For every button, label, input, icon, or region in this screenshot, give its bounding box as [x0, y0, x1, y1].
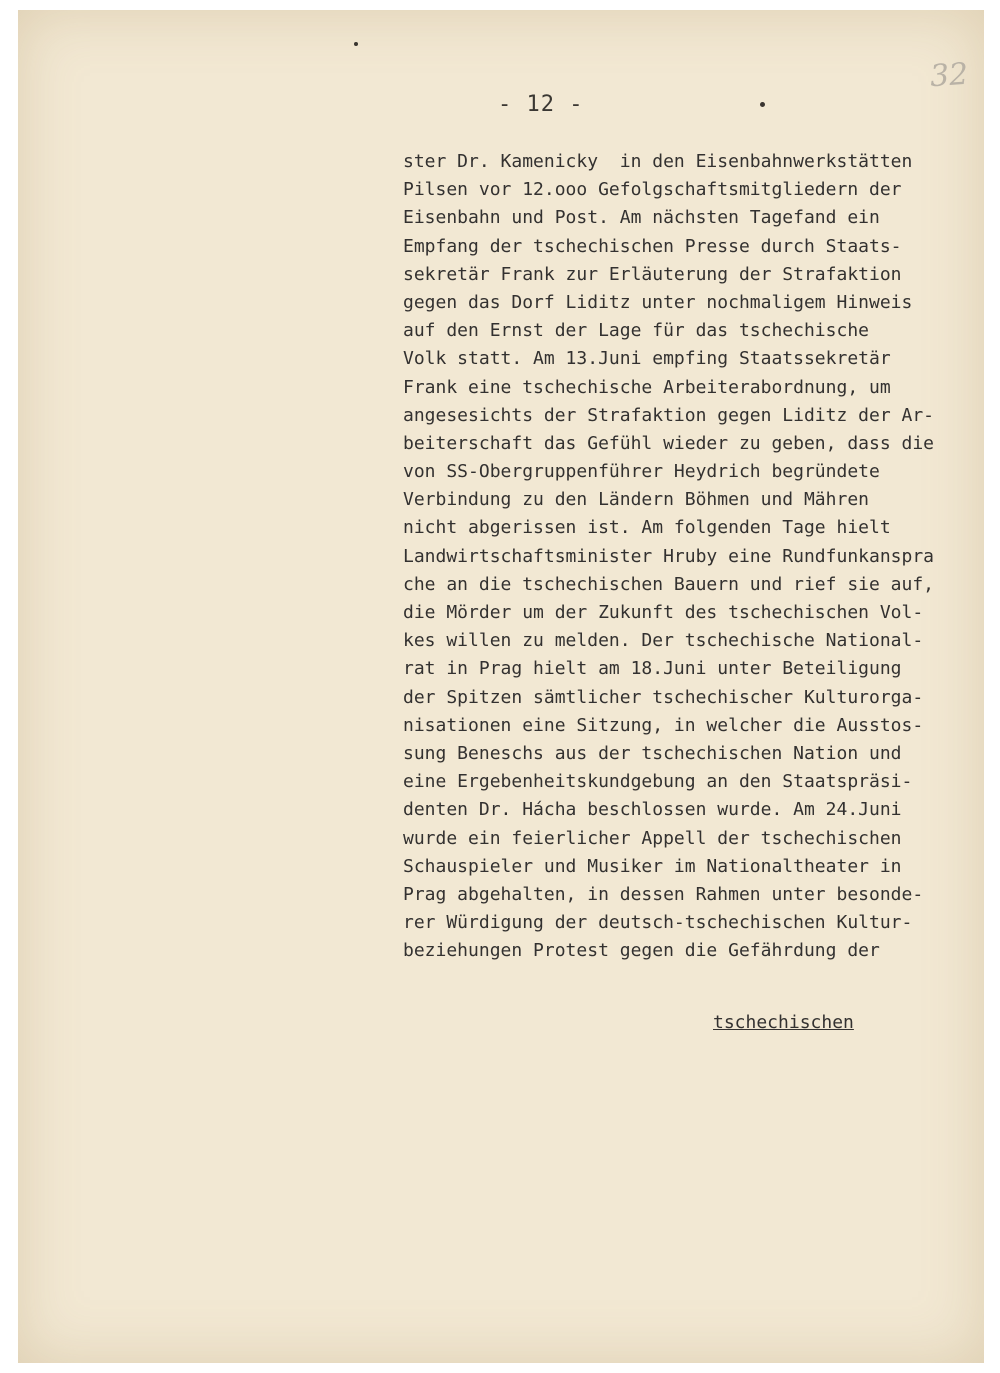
text-line: Landwirtschaftsminister Hruby eine Rundfunkanspra [403, 545, 935, 567]
text-line: angesesichts der Strafaktion gegen Liditz der Ar- [403, 404, 935, 426]
text-line: Volk statt. Am 13.Juni empfing Staatssekretär [403, 348, 891, 370]
text-line: Empfang der tschechischen Presse durch Staats- [403, 235, 902, 257]
document-page [18, 10, 984, 1363]
text-line: auf den Ernst der Lage für das tschechische [403, 320, 869, 342]
text-line: Verbindung zu den Ländern Böhmen und Mähren [403, 489, 869, 511]
text-line: denten Dr. Hácha beschlossen wurde. Am 24.Juni [403, 799, 902, 821]
text-line: von SS-Obergruppenführer Heydrich begründete [403, 461, 880, 483]
text-line: sekretär Frank zur Erläuterung der Strafaktion [403, 263, 902, 285]
text-line: kes willen zu melden. Der tschechische National- [403, 630, 924, 652]
text-line: beiterschaft das Gefühl wieder zu geben, dass die [403, 432, 935, 454]
page-number: - 12 - [498, 92, 584, 117]
text-line: rat in Prag hielt am 18.Juni unter Beteiligung [403, 658, 902, 680]
catchword: tschechischen [713, 1012, 854, 1033]
text-line: wurde ein feierlicher Appell der tschechischen [403, 827, 902, 849]
paper-speck [354, 42, 358, 46]
text-line: sung Beneschs aus der tschechischen Nation und [403, 742, 902, 764]
text-line: Frank eine tschechische Arbeiterabordnung, um [403, 376, 891, 398]
text-line: Prag abgehalten, in dessen Rahmen unter besonde- [403, 883, 924, 905]
text-line: rer Würdigung der deutsch-tschechischen Kultur- [403, 912, 913, 934]
text-line: eine Ergebenheitskundgebung an den Staatspräsi- [403, 771, 913, 793]
text-line: che an die tschechischen Bauern und rief sie auf, [403, 573, 935, 595]
text-line: gegen das Dorf Liditz unter nochmaligem Hinweis [403, 291, 913, 313]
text-line: der Spitzen sämtlicher tschechischer Kulturorga- [403, 686, 924, 708]
paper-speck [760, 102, 765, 107]
text-line: beziehungen Protest gegen die Gefährdung der [403, 940, 880, 962]
body-text [403, 148, 998, 965]
text-line: nicht abgerissen ist. Am folgenden Tage hielt [403, 517, 891, 539]
text-line: Schauspieler und Musiker im Nationaltheater in [403, 855, 902, 877]
text-line: Pilsen vor 12.ooo Gefolgschaftsmitgliedern der [403, 179, 902, 201]
text-line: nisationen eine Sitzung, in welcher die Ausstos- [403, 714, 924, 736]
folio-number: 32 [928, 56, 970, 95]
text-line: die Mörder um der Zukunft des tschechischen Vol- [403, 602, 924, 623]
text-line: ster Dr. Kamenicky in den Eisenbahnwerkstätten [403, 151, 913, 172]
text-line: Eisenbahn und Post. Am nächsten Tagefand ein [403, 207, 880, 229]
